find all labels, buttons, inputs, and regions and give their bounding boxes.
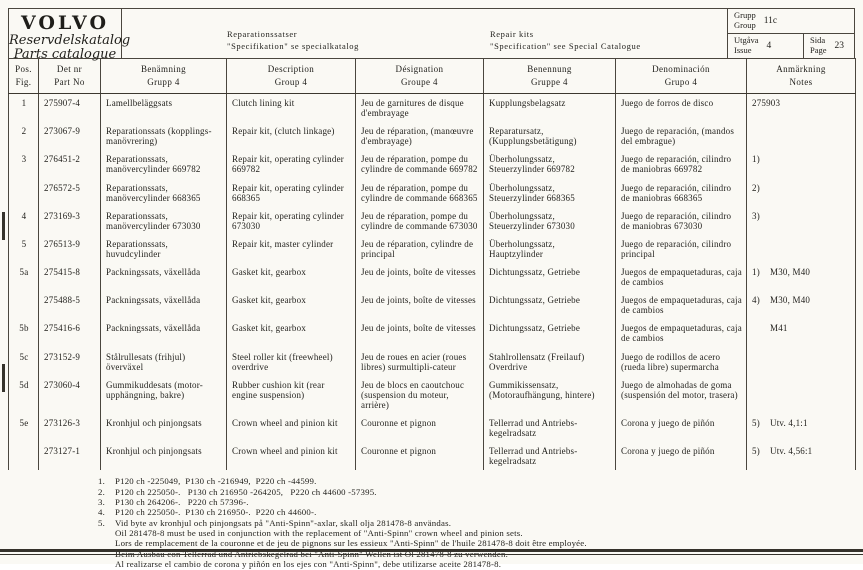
cell-note: 1) bbox=[747, 150, 856, 178]
cell-benennung: Dichtungssatz, Getriebe bbox=[484, 291, 616, 319]
cell-note: 5) Utv. 4,56:1 bbox=[747, 442, 856, 470]
cell-note: M41 bbox=[747, 319, 856, 347]
cell-description: Repair kit, (clutch linkage) bbox=[227, 122, 356, 150]
footnote-number bbox=[98, 538, 115, 548]
issue-cell bbox=[728, 34, 804, 58]
cell-benennung: Überholungssatz, Hauptzylinder bbox=[484, 235, 616, 263]
footnote-text: Al realizarse el cambio de corona y piñón en los ejes con "Anti-Spinn", debe utilizarse aceite 281478-8. bbox=[115, 559, 502, 570]
cell-denominacion: Juego de reparación, cilindro de maniobras 668365 bbox=[616, 179, 747, 207]
header-middle bbox=[122, 9, 727, 58]
cell-description: Crown wheel and pinion kit bbox=[227, 414, 356, 442]
page-label-sv: Sida bbox=[810, 35, 826, 46]
issue-value: 4 bbox=[766, 41, 772, 51]
cell-part-no: 275416-6 bbox=[39, 319, 101, 347]
repair-kits-sv-line1: Reparationssatser bbox=[227, 28, 298, 39]
cell-pos: 5c bbox=[9, 348, 39, 376]
page-cell bbox=[804, 34, 854, 58]
cell-description: Repair kit, operating cylinder 668365 bbox=[227, 179, 356, 207]
footnote-line bbox=[98, 518, 855, 528]
table-row bbox=[9, 348, 856, 376]
volvo-logo: VOLVO bbox=[20, 12, 110, 34]
table-row bbox=[9, 150, 856, 178]
table-row bbox=[9, 122, 856, 150]
col-header-benamning: Benämning Grupp 4 bbox=[101, 59, 227, 94]
cell-pos bbox=[9, 291, 39, 319]
group-label-en: Group bbox=[734, 20, 756, 30]
footnote-line bbox=[98, 476, 855, 486]
table-row bbox=[9, 207, 856, 235]
cell-description: Repair kit, operating cylinder 673030 bbox=[227, 207, 356, 235]
cell-part-no: 273126-3 bbox=[39, 414, 101, 442]
cell-benamning: Kronhjul och pinjongsats bbox=[101, 414, 227, 442]
cell-note bbox=[747, 122, 856, 150]
cell-benamning: Reparationssats, manövercylinder 668365 bbox=[101, 179, 227, 207]
repair-kits-en-line2: "Specification" see Special Catalogue bbox=[490, 41, 641, 52]
cell-designation: Jeu de joints, boîte de vitesses bbox=[356, 319, 484, 347]
footnote-number: 5. bbox=[98, 517, 105, 528]
cell-note bbox=[747, 376, 856, 414]
footnote-line bbox=[98, 497, 855, 507]
cell-description: Repair kit, operating cylinder 669782 bbox=[227, 150, 356, 178]
cell-benennung: Gummikissensatz, (Motoraufhängung, hintere) bbox=[484, 376, 616, 414]
parts-table-body bbox=[9, 94, 856, 471]
cell-designation: Jeu de roues en acier (roues libres) surmultipli-cateur bbox=[356, 348, 484, 376]
catalog-title-sv: Reservdelskatalog bbox=[9, 33, 131, 48]
cell-description: Gasket kit, gearbox bbox=[227, 291, 356, 319]
cell-description: Steel roller kit (freewheel) overdrive bbox=[227, 348, 356, 376]
cell-designation: Jeu de joints, boîte de vitesses bbox=[356, 263, 484, 291]
cell-benamning: Reparationssats, huvudcylinder bbox=[101, 235, 227, 263]
issue-label-sv: Utgåva bbox=[734, 35, 759, 46]
col-header-pos: Pos. Fig. bbox=[9, 59, 39, 94]
repair-kits-sv-line2: "Specifikation" se specialkatalog bbox=[227, 41, 360, 52]
parts-table bbox=[8, 58, 856, 470]
cell-designation: Couronne et pignon bbox=[356, 414, 484, 442]
cell-denominacion: Juego de reparación, cilindro de maniobras 673030 bbox=[616, 207, 747, 235]
cell-benamning: Reparationssats, manövercylinder 673030 bbox=[101, 207, 227, 235]
cell-designation: Jeu de réparation, pompe du cylindre de commande 668365 bbox=[356, 179, 484, 207]
cell-note: 2) bbox=[747, 179, 856, 207]
cell-part-no: 273169-3 bbox=[39, 207, 101, 235]
volvo-title-block bbox=[8, 9, 131, 63]
table-row bbox=[9, 442, 856, 470]
cell-denominacion: Juego de almohadas de goma (suspensión del motor, trasera) bbox=[616, 376, 747, 414]
cell-pos: 5 bbox=[9, 235, 39, 263]
cell-designation: Jeu de blocs en caoutchouc (suspension du moteur, arrière) bbox=[356, 376, 484, 414]
cell-benamning: Stålrullesats (frihjul) överväxel bbox=[101, 348, 227, 376]
col-header-description: Description Group 4 bbox=[227, 59, 356, 94]
footnote-number: 3. bbox=[98, 496, 105, 507]
cell-denominacion: Juegos de empaquetaduras, caja de cambios bbox=[616, 291, 747, 319]
cell-denominacion: Juego de reparación, cilindro principal bbox=[616, 235, 747, 263]
revision-mark bbox=[2, 364, 5, 392]
cell-pos: 3 bbox=[9, 150, 39, 178]
cell-pos: 4 bbox=[9, 207, 39, 235]
footnote-line bbox=[98, 507, 855, 517]
cell-pos: 2 bbox=[9, 122, 39, 150]
cell-designation: Jeu de réparation, cylindre de principal bbox=[356, 235, 484, 263]
cell-part-no: 275907-4 bbox=[39, 94, 101, 123]
cell-designation: Couronne et pignon bbox=[356, 442, 484, 470]
cell-denominacion: Juego de forros de disco bbox=[616, 94, 747, 123]
group-row bbox=[728, 9, 854, 34]
cell-benennung: Stahlrollensatz (Freilauf) Overdrive bbox=[484, 348, 616, 376]
cell-benamning: Kronhjul och pinjongsats bbox=[101, 442, 227, 470]
table-row bbox=[9, 291, 856, 319]
cell-designation: Jeu de réparation, pompe du cylindre de commande 673030 bbox=[356, 207, 484, 235]
cell-pos: 5e bbox=[9, 414, 39, 442]
cell-benennung: Tellerrad und Antriebs-kegelradsatz bbox=[484, 414, 616, 442]
cell-benennung: Reparatursatz, (Kupplungsbetätigung) bbox=[484, 122, 616, 150]
group-value: 11c bbox=[763, 16, 778, 26]
table-row bbox=[9, 414, 856, 442]
cell-benamning: Packningssats, växellåda bbox=[101, 319, 227, 347]
cell-denominacion: Juego de rodillos de acero (rueda libre) supermarcha bbox=[616, 348, 747, 376]
col-header-benennung: Benennung Gruppe 4 bbox=[484, 59, 616, 94]
cell-benennung: Überholungssatz, Steuerzylinder 673030 bbox=[484, 207, 616, 235]
col-header-notes: Anmärkning Notes bbox=[747, 59, 856, 94]
cell-designation: Jeu de joints, boîte de vitesses bbox=[356, 291, 484, 319]
col-header-denominacion: Denominación Grupo 4 bbox=[616, 59, 747, 94]
cell-benamning: Gummikuddesats (motor-upphängning, bakre) bbox=[101, 376, 227, 414]
cell-benennung: Tellerrad und Antriebs-kegelradsatz bbox=[484, 442, 616, 470]
table-row bbox=[9, 94, 856, 123]
footnotes bbox=[8, 476, 855, 569]
group-label-sv: Grupp bbox=[734, 10, 756, 21]
table-row bbox=[9, 179, 856, 207]
cell-part-no: 275488-5 bbox=[39, 291, 101, 319]
cell-denominacion: Corona y juego de piñón bbox=[616, 442, 747, 470]
cell-benamning: Lamellbeläggsats bbox=[101, 94, 227, 123]
cell-pos bbox=[9, 179, 39, 207]
cell-designation: Jeu de garnitures de disque d'embrayage bbox=[356, 94, 484, 123]
cell-benennung: Kupplungsbelagsatz bbox=[484, 94, 616, 123]
cell-description: Gasket kit, gearbox bbox=[227, 319, 356, 347]
footnote-text: Oil 281478-8 must be used in conjunction with the replacement of "Anti-Spinn" crown wheel and pinion sets. bbox=[115, 528, 523, 539]
footnote-text: P130 ch 264206-. P220 ch 57396-. bbox=[115, 496, 249, 507]
cell-pos bbox=[9, 442, 39, 470]
table-row bbox=[9, 263, 856, 291]
cell-denominacion: Juegos de empaquetaduras, caja de cambios bbox=[616, 263, 747, 291]
footnote-number: 1. bbox=[98, 476, 105, 487]
repair-kits-heading-sv bbox=[227, 28, 359, 54]
cell-part-no: 273127-1 bbox=[39, 442, 101, 470]
cell-description: Repair kit, master cylinder bbox=[227, 235, 356, 263]
table-row bbox=[9, 319, 856, 347]
footnote-number bbox=[98, 559, 115, 569]
cell-pos: 5b bbox=[9, 319, 39, 347]
cell-note bbox=[747, 235, 856, 263]
repair-kits-heading-en bbox=[490, 28, 641, 54]
cell-pos: 5d bbox=[9, 376, 39, 414]
table-row bbox=[9, 376, 856, 414]
cell-description: Rubber cushion kit (rear engine suspension) bbox=[227, 376, 356, 414]
cell-note: 3) bbox=[747, 207, 856, 235]
group-issue-page-box bbox=[727, 9, 855, 58]
cell-benennung: Überholungssatz, Steuerzylinder 668365 bbox=[484, 179, 616, 207]
cell-pos: 5a bbox=[9, 263, 39, 291]
table-row bbox=[9, 235, 856, 263]
cell-pos: 1 bbox=[9, 94, 39, 123]
cell-benamning: Reparationssats, manövercylinder 669782 bbox=[101, 150, 227, 178]
cell-designation: Jeu de réparation, (manœuvre d'embrayage) bbox=[356, 122, 484, 150]
footnote-text: Beim Ausbau con Tellerrad und Antriebskegelrad bei "Anti-Spinn" Wellen ist Öl 281478-8 zu verwenden. bbox=[115, 548, 508, 559]
cell-part-no: 273067-9 bbox=[39, 122, 101, 150]
footnote-text: Vid byte av kronhjul och pinjongsats på "Anti-Spinn"-axlar, skall olja 281478-8 användas. bbox=[115, 517, 452, 528]
footnote-text: P120 ch 225050-. P130 ch 216950 -264205, P220 ch 44600 -57395. bbox=[115, 486, 377, 497]
cell-description: Gasket kit, gearbox bbox=[227, 263, 356, 291]
catalog-title-en: Parts catalogue bbox=[13, 47, 117, 63]
cell-benennung: Überholungssatz, Steuerzylinder 669782 bbox=[484, 150, 616, 178]
cell-denominacion: Juego de reparación, (mandos del embrague) bbox=[616, 122, 747, 150]
page-header bbox=[8, 8, 855, 63]
footnote-line bbox=[98, 528, 855, 538]
cell-part-no: 273060-4 bbox=[39, 376, 101, 414]
footnote-number: 4. bbox=[98, 507, 105, 518]
cell-note: 1) M30, M40 bbox=[747, 263, 856, 291]
footnote-number bbox=[98, 528, 115, 538]
cell-benamning: Packningssats, växellåda bbox=[101, 291, 227, 319]
page-value: 23 bbox=[834, 41, 845, 51]
cell-note bbox=[747, 348, 856, 376]
footnote-number: 2. bbox=[98, 486, 105, 497]
cell-benennung: Dichtungssatz, Getriebe bbox=[484, 319, 616, 347]
revision-mark bbox=[2, 212, 5, 240]
cell-benamning: Reparationssats (kopplings-manövrering) bbox=[101, 122, 227, 150]
cell-benennung: Dichtungssatz, Getriebe bbox=[484, 263, 616, 291]
repair-kits-en-line1: Repair kits bbox=[490, 28, 534, 39]
parts-table-header bbox=[9, 59, 856, 94]
cell-denominacion: Corona y juego de piñón bbox=[616, 414, 747, 442]
issue-label-en: Issue bbox=[734, 45, 752, 55]
footnote-text: Lors de remplacement de la couronne et de jeu de pignons sur les essieux "Anti-Spinn" de l'huile 281478-8 doit être employée. bbox=[115, 538, 587, 549]
cell-part-no: 275415-8 bbox=[39, 263, 101, 291]
cell-description: Clutch lining kit bbox=[227, 94, 356, 123]
footnote-line bbox=[98, 559, 855, 569]
cell-denominacion: Juego de reparación, cilindro de maniobras 669782 bbox=[616, 150, 747, 178]
cell-benamning: Packningssats, växellåda bbox=[101, 263, 227, 291]
footnote-text: P120 ch -225049, P130 ch -216949, P220 ch -44599. bbox=[115, 476, 317, 487]
cell-description: Crown wheel and pinion kit bbox=[227, 442, 356, 470]
cell-note: 275903 bbox=[747, 94, 856, 123]
col-header-part-no: Det nr Part No bbox=[39, 59, 101, 94]
cell-part-no: 276513-9 bbox=[39, 235, 101, 263]
cell-note: 4) M30, M40 bbox=[747, 291, 856, 319]
cell-part-no: 273152-9 bbox=[39, 348, 101, 376]
page-label-en: Page bbox=[810, 45, 827, 55]
footnote-line bbox=[98, 538, 855, 548]
col-header-designation: Désignation Groupe 4 bbox=[356, 59, 484, 94]
cell-denominacion: Juegos de empaquetaduras, caja de cambios bbox=[616, 319, 747, 347]
bottom-rule bbox=[0, 549, 863, 555]
cell-note: 5) Utv. 4,1:1 bbox=[747, 414, 856, 442]
cell-designation: Jeu de réparation, pompe du cylindre de commande 669782 bbox=[356, 150, 484, 178]
cell-part-no: 276451-2 bbox=[39, 150, 101, 178]
footnote-line bbox=[98, 487, 855, 497]
cell-part-no: 276572-5 bbox=[39, 179, 101, 207]
footnote-text: P120 ch 225050-. P130 ch 216950-. P220 ch 44600-. bbox=[115, 507, 317, 518]
